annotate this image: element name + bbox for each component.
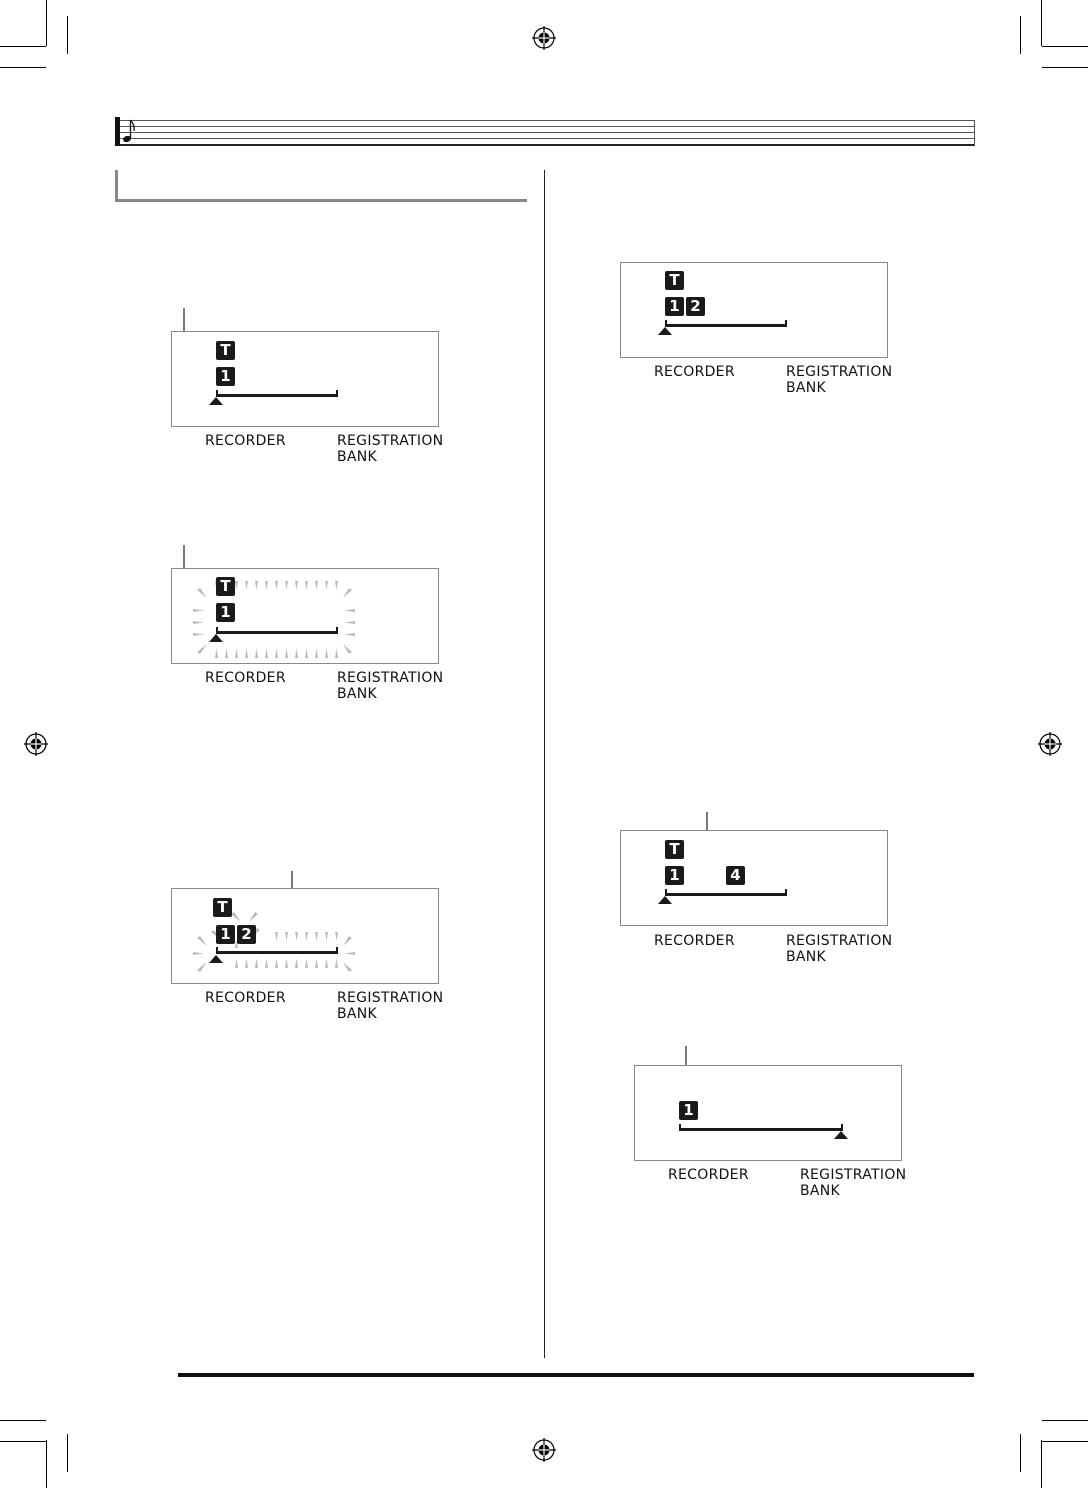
crop-mark [1020,1434,1021,1472]
track-bar-end-tick [336,627,338,633]
crop-mark [1042,67,1088,68]
track-indicator-icon-1: 1 [216,925,235,944]
flash-rays [171,888,437,982]
crop-mark [1020,16,1021,54]
bank-label: BANK [337,449,378,465]
bank-label: BANK [800,1183,841,1199]
registration-label: REGISTRATION [337,670,444,686]
crop-mark [0,1441,46,1442]
recorder-label: RECORDER [654,364,735,380]
recorder-label: RECORDER [668,1167,749,1183]
bank-label: BANK [786,380,827,396]
track-indicator-icon-2: 2 [237,925,256,944]
top-indicator-icon: T [665,840,684,859]
crop-mark [67,1434,68,1472]
footer-rule [178,1373,974,1377]
track-bar-start-tick [665,889,667,895]
crop-mark [1041,0,1042,46]
top-indicator-icon: T [216,577,235,596]
recorder-label: RECORDER [654,933,735,949]
crop-mark [46,1440,47,1488]
registration-mark-icon [532,26,556,50]
registration-label: REGISTRATION [800,1167,907,1183]
registration-mark-icon [532,1438,556,1462]
crop-mark [1042,1420,1088,1421]
position-marker-icon [834,1131,848,1139]
registration-mark-icon [1038,732,1062,756]
track-indicator-icon: 1 [216,367,235,386]
bank-label: BANK [786,949,827,965]
eighth-note-icon [122,118,136,144]
track-bar-end-tick [785,889,787,895]
bank-label: BANK [337,1006,378,1022]
top-indicator-icon: T [213,898,232,917]
column-divider [544,170,545,1358]
crop-mark [67,16,68,54]
registration-label: REGISTRATION [337,433,444,449]
track-indicator-icon-2: 2 [686,297,705,316]
crop-mark [1041,1440,1042,1488]
section-heading-bar [115,170,527,202]
registration-label: REGISTRATION [786,364,893,380]
position-marker-icon [658,327,672,335]
track-bar-end-tick [841,1124,843,1130]
track-indicator-icon: 1 [216,603,235,622]
recorder-label: RECORDER [205,670,286,686]
crop-mark [1042,46,1088,47]
track-bar [216,951,338,954]
recorder-label: RECORDER [205,990,286,1006]
track-indicator-icon-1: 1 [665,297,684,316]
crop-mark [0,46,46,47]
track-bar-end-tick [336,947,338,953]
position-marker-icon [658,896,672,904]
track-bar-start-tick [216,390,218,396]
track-bar [665,324,787,327]
crop-mark [0,1420,46,1421]
header-staff [115,117,975,145]
registration-label: REGISTRATION [786,933,893,949]
position-marker-icon [209,397,223,405]
top-indicator-icon: T [665,271,684,290]
track-bar-start-tick [679,1124,681,1130]
track-indicator-icon-1: 1 [665,866,684,885]
track-bar-start-tick [216,627,218,633]
bank-label: BANK [337,686,378,702]
crop-mark [1042,1441,1088,1442]
registration-label: REGISTRATION [337,990,444,1006]
track-bar-start-tick [216,947,218,953]
position-marker-icon [209,634,223,642]
flash-rays [171,568,437,662]
crop-mark [46,0,47,46]
position-marker-icon [209,955,223,963]
track-bar-end-tick [785,320,787,326]
track-indicator-icon: 1 [679,1101,698,1120]
track-indicator-icon-4: 4 [726,866,745,885]
top-indicator-icon: T [216,341,235,360]
track-bar [679,1128,843,1131]
track-bar-end-tick [336,390,338,396]
track-bar [665,893,787,896]
recorder-label: RECORDER [205,433,286,449]
track-bar [216,394,338,397]
crop-mark [0,67,46,68]
track-bar [216,631,338,634]
track-bar-start-tick [665,320,667,326]
registration-mark-icon [24,732,48,756]
